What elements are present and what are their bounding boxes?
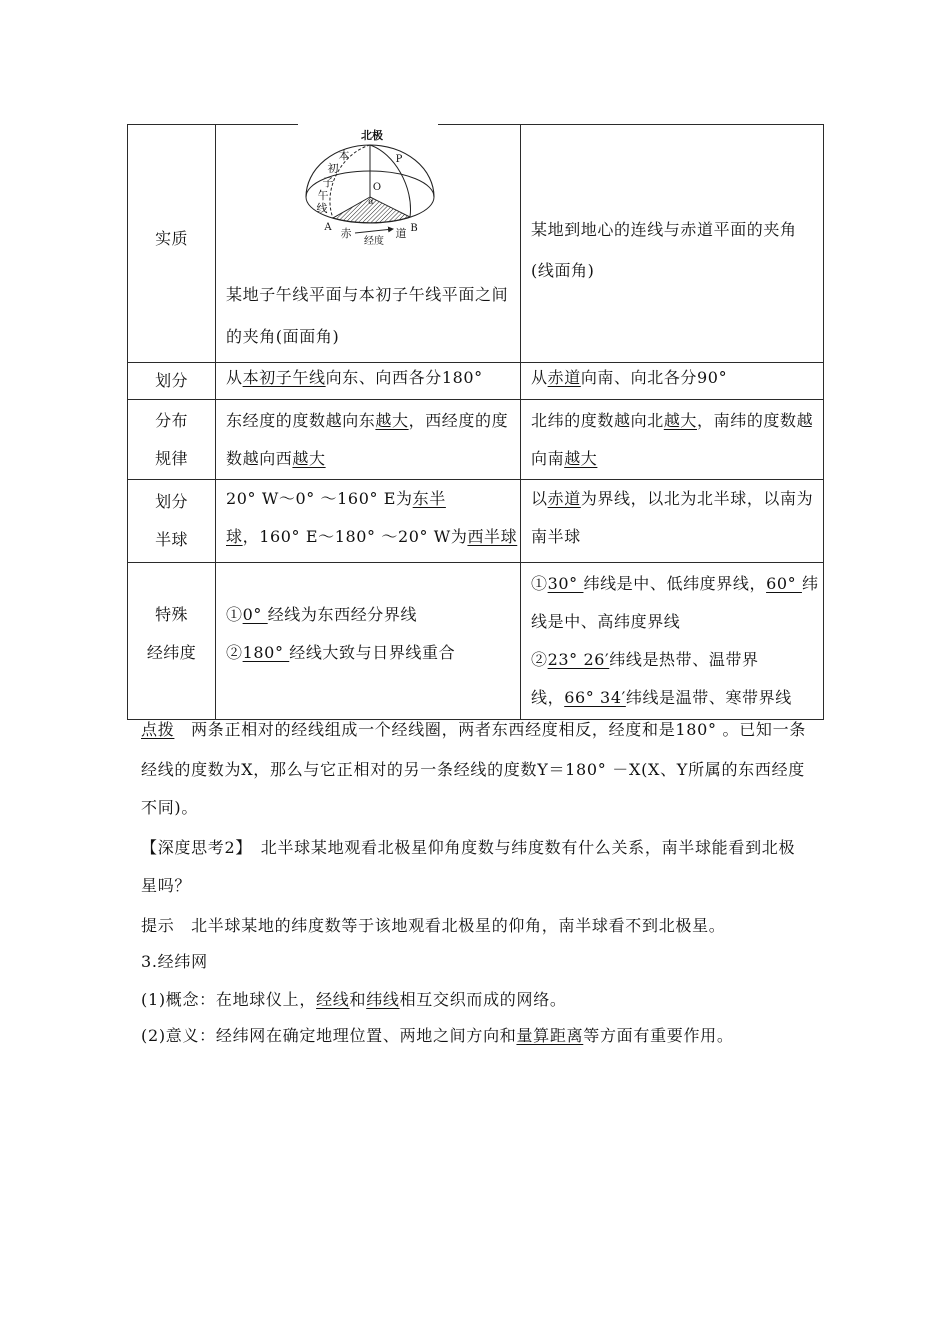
text-run: 经线的度数为X，那么与它正相对的另一条经线的度数Y＝180° －X(X、Y所属的东西经度 <box>141 760 805 779</box>
underlined-term: 0° <box>242 605 268 624</box>
text-run: (2)意义：经纬网在确定地理位置、两地之间方向和 <box>141 1026 517 1045</box>
text-run: 纬 <box>801 574 819 593</box>
text-run: 某地到地心的连线与赤道平面的夹角 <box>531 219 797 239</box>
text-run: 南半球 <box>531 527 581 546</box>
underlined-term: 西半球 <box>467 527 518 546</box>
text-line <box>141 758 805 782</box>
underlined-term: 23° 26′ <box>547 650 610 669</box>
underlined-term: 赤道 <box>547 489 581 508</box>
text-run: (线面角) <box>531 260 595 280</box>
text-run: 相互交织而成的网络。 <box>399 990 567 1009</box>
underlined-term: 越大 <box>292 448 326 468</box>
north-pole-label: 北极 <box>361 129 383 142</box>
text-run: 向南、向北各分90° <box>580 368 728 387</box>
text-run: 北纬的度数越向北 <box>531 410 664 430</box>
text-run: 纬线是中、低纬度界线， <box>583 574 767 593</box>
text-run: 等方面有重要作用。 <box>583 1026 734 1045</box>
text-run: 纬线是热带、温带界 <box>609 650 759 669</box>
text-run: 不同)。 <box>141 798 199 817</box>
text-line <box>141 988 567 1012</box>
text-run: ，160° E～180° ～20° W为 <box>242 527 468 546</box>
text-run: 两条正相对的经线组成一个经线圈，两者东西经度相反，经度和是180° 。已知一条 <box>174 720 807 739</box>
text-line <box>141 914 726 938</box>
text-run: ① <box>226 605 243 624</box>
underlined-term: 赤道 <box>547 368 581 387</box>
text-run: 数越向西 <box>226 448 293 468</box>
text-run: 从 <box>226 368 243 387</box>
text-run: 以 <box>531 489 548 508</box>
equator-label: 赤 <box>340 227 352 240</box>
text-run: 的夹角(面面角) <box>226 327 340 346</box>
text-line <box>141 1024 734 1048</box>
underlined-term: 越大 <box>564 448 598 468</box>
text-run: 划分 <box>155 371 188 390</box>
prime-meridian-label: 午 <box>317 189 329 202</box>
notes-section <box>141 0 831 1344</box>
text-run: 东经度的度数越向东 <box>226 410 376 430</box>
underlined-term: 本初子午线 <box>242 368 326 387</box>
text-run: 划分 <box>155 492 188 511</box>
text-run: 实质 <box>155 228 188 248</box>
text-line <box>141 718 806 742</box>
text-run: 为界线，以北为北半球，以南为 <box>580 489 814 508</box>
text-run: 星吗？ <box>141 876 192 895</box>
text-run: 向东、向西各分180° <box>325 368 483 387</box>
text-line <box>141 796 198 820</box>
text-run: 3.经纬网 <box>141 952 208 971</box>
prime-meridian-label: 子 <box>322 176 334 189</box>
text-run: 某地子午线平面与本初子午线平面之间 <box>226 285 509 304</box>
text-run: 分布 <box>155 410 188 430</box>
text-run: 半球 <box>155 530 188 549</box>
text-run: 纬线是温带、寒带界线 <box>625 688 792 707</box>
center-o-label: O <box>372 182 382 193</box>
text-run: (1)概念：在地球仪上， <box>141 990 317 1009</box>
text-run: 【深度思考2】 北半球某地观看北极星仰角度数与纬度数有什么关系，南半球能看到北极 <box>141 838 796 857</box>
text-run: 经纬度 <box>146 643 197 662</box>
text-run: ① <box>531 574 548 593</box>
point-a-label: A <box>324 222 332 233</box>
underlined-term: 球 <box>226 527 243 546</box>
text-run: 规律 <box>155 448 188 468</box>
text-run: 特殊 <box>155 605 188 624</box>
text-run: 和 <box>349 990 367 1009</box>
equator-label: 道 <box>395 227 407 240</box>
underlined-term: 60° <box>766 574 802 593</box>
underlined-term: 越大 <box>663 410 698 430</box>
prime-meridian-label: 初 <box>327 162 339 175</box>
underlined-term: 30° <box>547 574 584 593</box>
prime-meridian-label: 本 <box>338 149 350 162</box>
hemisphere-diagram <box>298 117 438 249</box>
underlined-term: 东半 <box>412 489 446 508</box>
text-run: 经线为东西经分界线 <box>267 605 418 624</box>
text-line <box>141 950 208 974</box>
text-run: ② <box>531 650 548 669</box>
underlined-term: 66° 34′ <box>564 688 626 707</box>
longitude-label: 经度 <box>364 236 384 247</box>
text-run: 向南 <box>531 448 565 468</box>
text-run: 经线大致与日界线重合 <box>289 643 456 662</box>
point-b-label: B <box>410 223 418 234</box>
underlined-term: 点拨 <box>141 720 175 739</box>
underlined-term: 纬线 <box>366 990 400 1009</box>
underlined-term: 经线 <box>316 990 350 1009</box>
angle-alpha-label: α <box>368 197 374 206</box>
underlined-term: 越大 <box>375 410 409 430</box>
text-run: ，西经度的度 <box>408 410 509 430</box>
text-run: 线， <box>531 688 565 707</box>
text-run: 从 <box>531 368 548 387</box>
text-run: 提示 北半球某地的纬度数等于该地观看北极星的仰角，南半球看不到北极星。 <box>141 916 726 935</box>
underlined-term: 量算距离 <box>516 1026 584 1045</box>
prime-meridian-label: 线 <box>316 202 328 215</box>
text-run: 线是中、高纬度界线 <box>531 612 681 631</box>
underlined-term: 180° <box>242 643 290 662</box>
text-line <box>141 874 191 898</box>
text-line <box>141 836 795 860</box>
text-run: ，南纬的度数越 <box>697 410 814 430</box>
point-p-label: P <box>395 154 403 165</box>
text-run: 20° W～0° ～160° E为 <box>226 489 413 508</box>
text-run: ② <box>226 643 243 662</box>
